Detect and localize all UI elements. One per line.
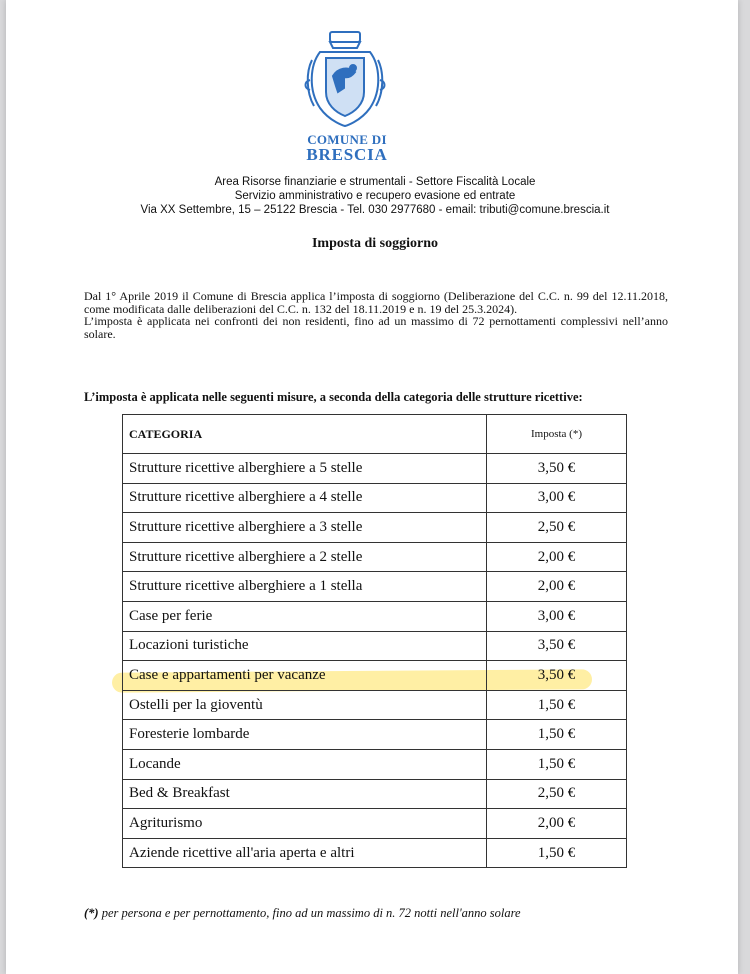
tax-cell: 2,50 € (487, 513, 627, 543)
footnote (84, 906, 684, 921)
category-cell: Aziende ricettive all'aria aperta e altri (123, 838, 487, 868)
logo-line-comune: COMUNE DI (307, 132, 387, 147)
category-cell: Case e appartamenti per vacanze (123, 661, 487, 691)
table-row (123, 838, 627, 868)
paragraph-non-residents: L’imposta è applicata nei confronti dei non residenti, fino ad un massimo di 72 pernottamenti complessivi nell’anno solare. (84, 314, 668, 341)
category-cell: Strutture ricettive alberghiere a 3 stelle (123, 513, 487, 543)
category-cell: Strutture ricettive alberghiere a 4 stelle (123, 483, 487, 513)
table-row (123, 601, 627, 631)
tax-cell: 3,50 € (487, 454, 627, 484)
category-cell: Strutture ricettive alberghiere a 2 stelle (123, 542, 487, 572)
table-row (123, 454, 627, 484)
table-row (123, 720, 627, 750)
tax-cell: 1,50 € (487, 720, 627, 750)
category-cell: Bed & Breakfast (123, 779, 487, 809)
intro-paragraphs (84, 290, 668, 340)
category-cell: Strutture ricettive alberghiere a 1 stella (123, 572, 487, 602)
category-cell: Locazioni turistiche (123, 631, 487, 661)
tax-cell: 2,00 € (487, 572, 627, 602)
table-row (123, 809, 627, 839)
table-row (123, 513, 627, 543)
category-cell: Strutture ricettive alberghiere a 5 stelle (123, 454, 487, 484)
column-header-category: CATEGORIA (123, 415, 487, 454)
table-row (123, 572, 627, 602)
category-cell: Locande (123, 749, 487, 779)
tax-cell: 3,50 € (487, 661, 627, 691)
category-cell: Ostelli per la gioventù (123, 690, 487, 720)
table-row (123, 779, 627, 809)
tax-cell: 3,50 € (487, 631, 627, 661)
header-contact-line: Via XX Settembre, 15 – 25122 Brescia - Tel. 030 2977680 - email: tributi@comune.brescia.it (140, 204, 610, 216)
category-cell: Case per ferie (123, 601, 487, 631)
table-row (123, 542, 627, 572)
table-intro: L’imposta è applicata nelle seguenti misure, a seconda della categoria delle strutture ricettive: (84, 390, 583, 404)
column-header-tax: Imposta (*) (487, 415, 627, 454)
tax-cell: 1,50 € (487, 838, 627, 868)
table-header-row (123, 415, 627, 454)
tax-cell: 2,00 € (487, 809, 627, 839)
category-cell: Foresterie lombarde (123, 720, 487, 750)
tax-cell: 1,50 € (487, 749, 627, 779)
footnote-text: per persona e per pernottamento, fino ad un massimo di n. 72 notti nell'anno solare (98, 906, 521, 920)
tax-cell: 1,50 € (487, 690, 627, 720)
table-row (123, 749, 627, 779)
tax-rates-table (122, 414, 627, 868)
table-row (123, 690, 627, 720)
category-cell: Agriturismo (123, 809, 487, 839)
tax-cell: 2,50 € (487, 779, 627, 809)
header-service-line: Servizio amministrativo e recupero evasione ed entrate (234, 190, 516, 202)
table-row-highlighted (123, 661, 627, 691)
tax-cell: 3,00 € (487, 601, 627, 631)
page-title: Imposta di soggiorno (311, 236, 439, 251)
footnote-marker: (*) (84, 906, 99, 920)
table-row (123, 631, 627, 661)
tax-cell: 2,00 € (487, 542, 627, 572)
table-row (123, 483, 627, 513)
header-area-line: Area Risorse finanziarie e strumentali - Settore Fiscalità Locale (214, 176, 536, 188)
paragraph-deliberation: Dal 1° Aprile 2019 il Comune di Brescia applica l’imposta di soggiorno (Deliberazione del C.C. n. 99 del 12.11.2018, come modificata dalle deliberazioni del C.C. n. 132 del 18.11.2019 e n. 19 del 25.3.2024). (84, 289, 668, 316)
logo-line-brescia: BRESCIA (306, 145, 388, 164)
tax-cell: 3,00 € (487, 483, 627, 513)
brescia-coat-of-arms-icon (300, 30, 390, 130)
